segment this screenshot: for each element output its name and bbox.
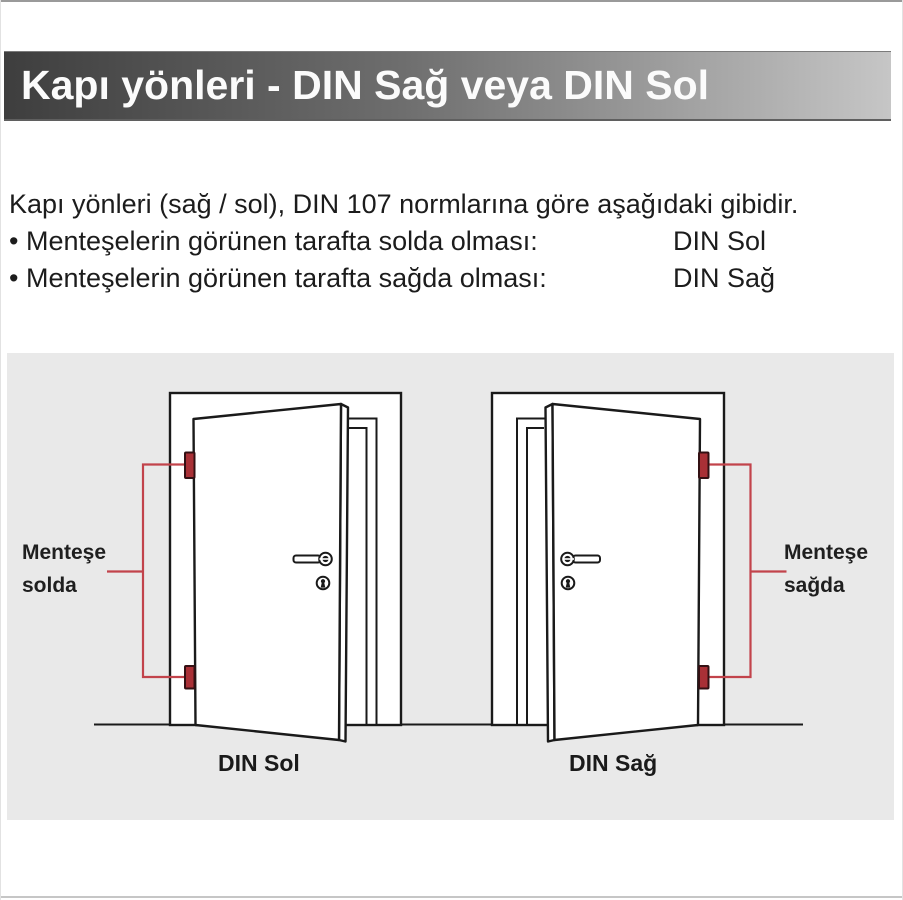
hinge-label-right-line1: Menteşe bbox=[784, 541, 869, 564]
din-sag-value: DIN Sağ bbox=[673, 263, 776, 293]
hinge-label-left-line2: solda bbox=[22, 574, 77, 597]
door-assembly-left bbox=[107, 393, 401, 742]
bullet-text-sag: • Menteşelerin görünen tarafta sağda olması: bbox=[9, 263, 547, 293]
hinge-label-right bbox=[784, 536, 868, 602]
hinge-bottom-left bbox=[185, 666, 195, 689]
intro-text: Kapı yönleri (sağ / sol), DIN 107 normlarına göre aşağıdaki gibidir. bbox=[9, 189, 799, 219]
door-diagram bbox=[1, 0, 903, 900]
din-sol-value: DIN Sol bbox=[673, 226, 767, 256]
door-leaf-left bbox=[194, 404, 349, 742]
hinge-label-left bbox=[22, 536, 106, 602]
hinge-top-right bbox=[699, 453, 709, 479]
door-assembly-right bbox=[492, 393, 787, 742]
door-caption-right: DIN Sağ bbox=[569, 750, 658, 776]
door-leaf-right bbox=[546, 404, 701, 742]
hinge-bottom-right bbox=[699, 666, 709, 689]
hinge-label-right-line2: sağda bbox=[784, 574, 845, 597]
page-title: Kapı yönleri - DIN Sağ veya DIN Sol bbox=[21, 62, 710, 108]
bullet-text-sol: • Menteşelerin görünen tarafta solda olması: bbox=[9, 226, 538, 256]
hinge-top-left bbox=[185, 453, 195, 479]
hinge-label-left-line1: Menteşe bbox=[22, 541, 107, 564]
bottom-divider bbox=[1, 896, 903, 898]
door-caption-left: DIN Sol bbox=[218, 750, 300, 776]
